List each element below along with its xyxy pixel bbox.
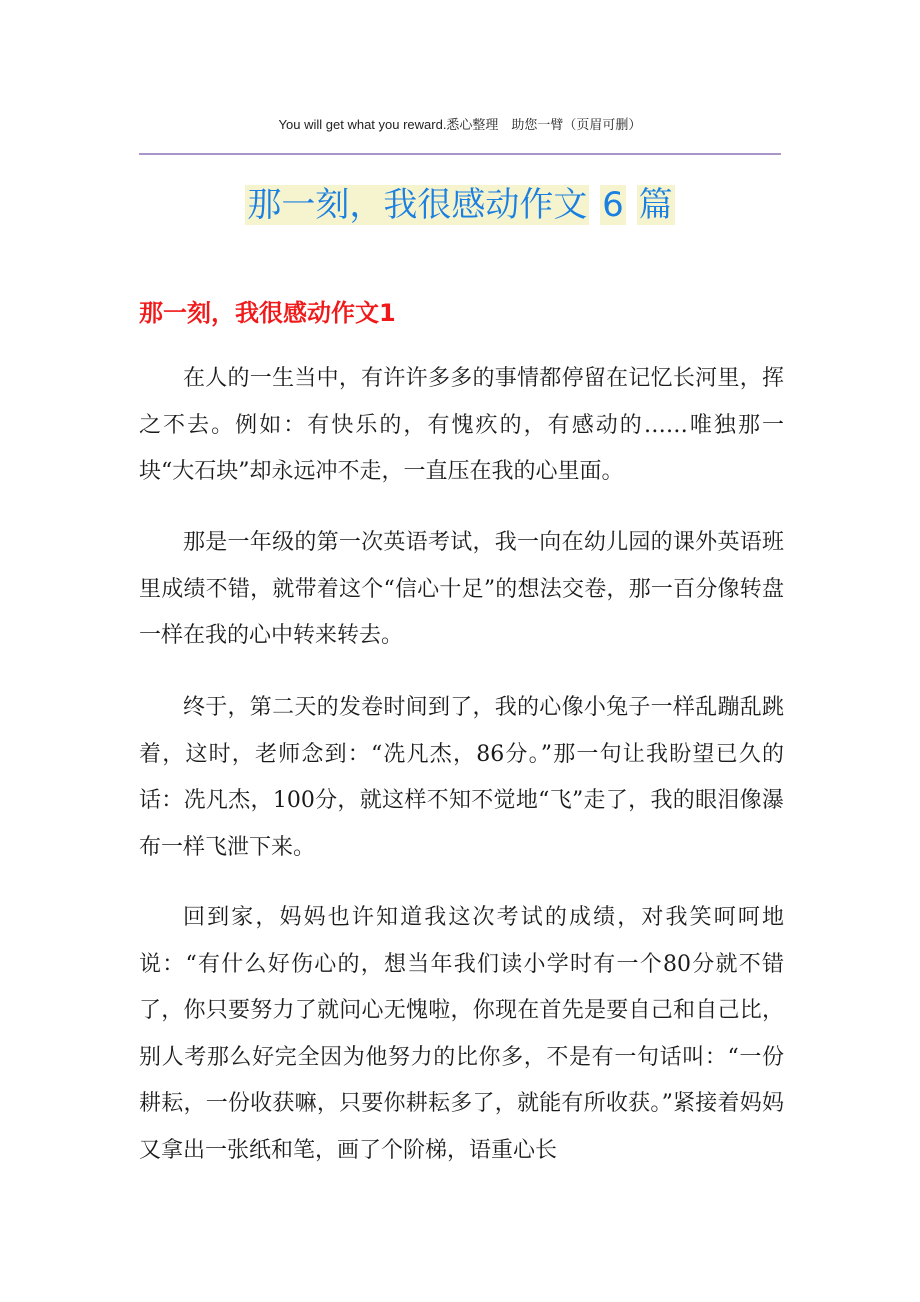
page-header: You will get what you reward.悉心整理 助您一臂（页眉可删） [278,117,642,132]
paragraph [139,685,784,871]
paragraph [139,895,784,1174]
section-heading: 那一刻，我很感动作文1 [139,299,396,327]
title-part: 6 [602,185,624,225]
header-divider [139,153,781,155]
paragraph-text: 在人的一生当中，有许许多多的事情都停留在记忆长河里，挥之不去。例如：有快乐的，有愧疚的，有感动的……唯独那一块“大石块”却永远冲不走，一直压在我的心里面。 [139,366,784,484]
title-part: 篇 [638,185,673,225]
paragraph [139,520,784,660]
paragraph-text: 终于，第二天的发卷时间到了，我的心像小兔子一样乱蹦乱跳着，这时，老师念到：“冼凡杰，86分。”那一句让我盼望已久的话：冼凡杰，100分，就这样不知不觉地“飞”走了，我的眼泪像瀑布一样飞泄下来。 [139,695,784,860]
document-title [0,182,920,228]
title-part: 那一刻，我很感动作文 [247,185,588,225]
paragraph-text: 回到家，妈妈也许知道我这次考试的成绩，对我笑呵呵地说：“有什么好伤心的，想当年我们读小学时有一个80分就不错了，你只要努力了就问心无愧啦，你现在首先是要自己和自己比，别人考那么好完全因为他努力的比你多，不是有一句话叫：“一份耕耘，一份收获嘛，只要你耕耘多了，就能有所收获。”紧接着妈妈又拿出一张纸和笔，画了个阶梯，语重心长 [139,905,784,1163]
paragraph-text: 那是一年级的第一次英语考试，我一向在幼儿园的课外英语班里成绩不错，就带着这个“信心十足”的想法交卷，那一百分像转盘一样在我的心中转来转去。 [139,530,784,648]
paragraph [139,356,784,496]
